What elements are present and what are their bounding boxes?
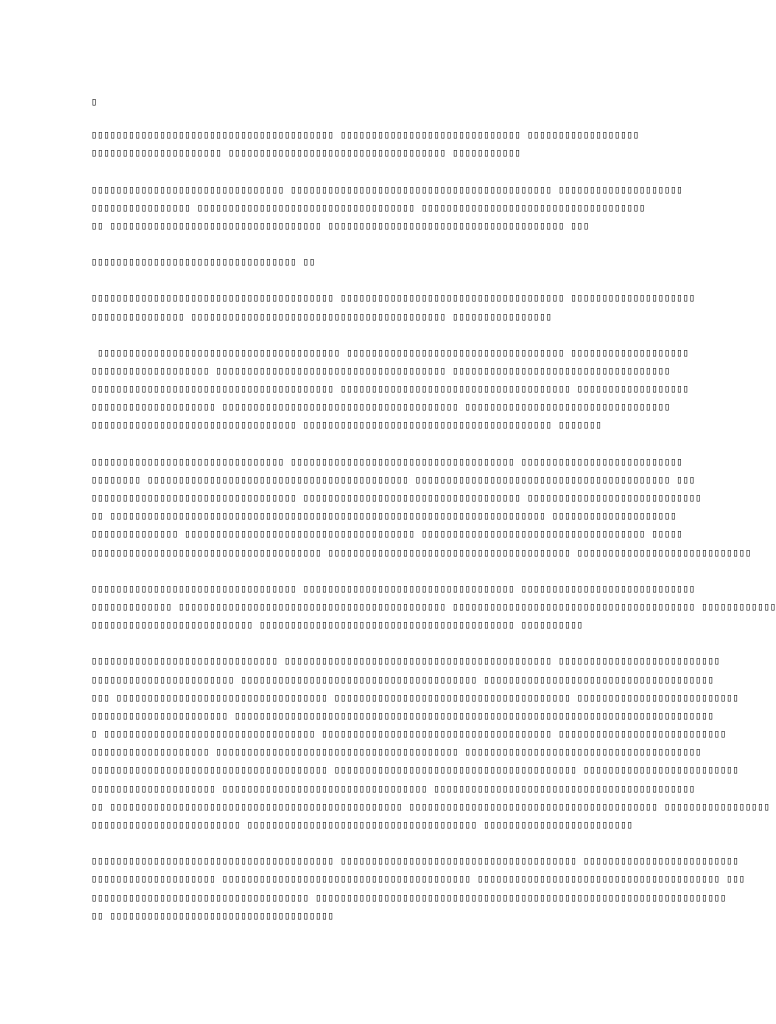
paragraph-line: ▯▯▯▯▯▯▯▯▯▯▯▯▯▯▯▯▯▯▯▯▯▯▯▯▯▯▯▯▯▯▯ ▯▯▯▯▯▯▯▯▯▯▯▯▯▯▯▯▯▯▯▯▯▯▯▯▯▯▯▯▯▯▯▯▯▯▯▯ ▯▯▯▯▯▯▯▯▯▯▯▯▯▯▯▯▯▯▯▯▯▯▯▯▯▯ xyxy=(91,455,683,468)
paragraph xyxy=(91,453,752,562)
paragraph-line: ▯▯▯▯▯▯▯▯▯▯▯▯▯▯▯▯▯▯▯▯▯▯▯▯▯▯▯▯▯▯▯▯▯ ▯▯▯▯▯▯▯▯▯▯▯▯▯▯▯▯▯▯▯▯▯▯▯▯▯▯▯▯▯▯▯▯▯▯▯ ▯▯▯▯▯▯▯▯▯▯▯▯▯▯▯▯▯▯▯▯▯▯▯▯▯▯▯▯ xyxy=(91,492,702,504)
paragraph-line: ▯▯▯▯▯▯▯▯▯▯▯▯▯▯▯▯▯▯▯▯▯▯▯▯▯▯▯▯▯▯▯ ▯▯▯▯▯▯▯▯▯▯▯▯▯▯▯▯▯▯▯▯▯▯▯▯▯▯▯▯▯▯▯▯▯▯▯▯▯▯▯▯▯▯ ▯▯▯▯▯▯▯▯▯▯▯▯▯▯▯▯▯▯▯▯ xyxy=(91,183,683,196)
paragraph-line: ▯▯▯▯▯▯▯▯▯▯▯▯▯▯▯▯▯▯▯▯▯▯▯▯▯▯▯▯▯▯▯▯▯▯▯▯▯▯▯ ▯▯▯▯▯▯▯▯▯▯▯▯▯▯▯▯▯▯▯▯▯▯▯▯▯▯▯▯▯▯▯▯▯▯▯ ▯▯▯▯▯▯▯▯▯▯▯▯▯▯▯▯▯▯▯ xyxy=(91,346,689,359)
paragraph-line: ▯▯▯▯▯▯▯▯▯▯▯▯▯▯▯▯▯▯▯▯▯▯▯▯▯▯▯▯▯▯▯▯▯▯▯▯▯▯▯ ▯▯▯▯▯▯▯▯▯▯▯▯▯▯▯▯▯▯▯▯▯▯▯▯▯▯▯▯▯ ▯▯▯▯▯▯▯▯▯▯▯▯▯▯▯▯▯▯ xyxy=(91,129,640,142)
paragraph-line: ▯▯▯▯▯▯▯▯▯▯▯▯▯▯▯▯▯▯▯▯▯▯▯▯▯▯▯▯▯▯▯▯▯▯▯▯▯▯▯ ▯▯▯▯▯▯▯▯▯▯▯▯▯▯▯▯▯▯▯▯▯▯▯▯▯▯▯▯▯▯▯▯▯▯▯▯▯▯ ▯▯▯▯▯▯▯▯▯▯▯▯▯▯▯▯▯▯▯▯▯▯▯▯▯ xyxy=(91,855,739,868)
paragraph-line: ▯▯▯▯▯▯▯▯▯▯▯▯▯▯▯▯▯▯▯▯▯▯▯▯▯▯▯▯▯▯▯▯▯▯▯ ▯▯▯▯▯▯▯▯▯▯▯▯▯▯▯▯▯▯▯▯▯▯▯▯▯▯▯▯▯▯▯▯▯▯▯▯▯▯▯▯▯▯▯▯▯▯▯▯▯▯▯▯▯▯▯▯▯▯▯▯▯▯▯▯▯▯ xyxy=(91,891,727,904)
paragraph-line: ▯▯▯▯▯▯▯▯▯▯▯▯▯▯▯▯ ▯▯▯▯▯▯▯▯▯▯▯▯▯▯▯▯▯▯▯▯▯▯▯▯▯▯▯▯▯▯▯▯▯▯▯ ▯▯▯▯▯▯▯▯▯▯▯▯▯▯▯▯▯▯▯▯▯▯▯▯▯▯▯▯▯▯▯▯▯▯▯▯ xyxy=(91,201,646,214)
paragraph xyxy=(91,289,696,325)
paragraph-line: ▯▯▯▯▯▯▯▯▯▯▯▯▯▯▯▯▯▯▯▯ ▯▯▯▯▯▯▯▯▯▯▯▯▯▯▯▯▯▯▯▯▯▯▯▯▯▯▯▯▯▯▯▯▯▯▯▯▯▯ ▯▯▯▯▯▯▯▯▯▯▯▯▯▯▯▯▯▯▯▯▯▯▯▯▯▯▯▯▯▯▯▯▯ xyxy=(91,401,671,414)
paragraph-line: ▯▯▯▯▯▯▯▯▯▯▯▯▯▯▯▯▯▯▯▯▯▯▯▯ ▯▯▯▯▯▯▯▯▯▯▯▯▯▯▯▯▯▯▯▯▯▯▯▯▯▯▯▯▯▯▯▯▯▯▯▯▯ ▯▯▯▯▯▯▯▯▯▯▯▯▯▯▯▯▯▯▯▯▯▯▯▯ xyxy=(91,819,633,831)
paragraph-line: ▯▯ ▯▯▯▯▯▯▯▯▯▯▯▯▯▯▯▯▯▯▯▯▯▯▯▯▯▯▯▯▯▯▯▯▯▯▯▯▯▯▯▯▯▯▯▯▯▯▯ ▯▯▯▯▯▯▯▯▯▯▯▯▯▯▯▯▯▯▯▯▯▯▯▯▯▯▯▯▯▯▯▯▯▯▯▯▯▯▯▯ ▯▯▯▯▯▯▯▯▯▯▯▯▯▯▯▯▯ xyxy=(91,800,770,813)
paragraph-line: ▯ ▯▯▯▯▯▯▯▯▯▯▯▯▯▯▯▯▯▯▯▯▯▯▯▯▯▯▯▯▯▯▯▯▯▯ ▯▯▯▯▯▯▯▯▯▯▯▯▯▯▯▯▯▯▯▯▯▯▯▯▯▯▯▯▯▯▯▯▯▯▯▯▯ ▯▯▯▯▯▯▯▯▯▯▯▯▯▯▯▯▯▯▯▯▯▯▯▯▯▯▯ xyxy=(91,728,727,741)
paragraph-line: ▯▯▯ ▯▯▯▯▯▯▯▯▯▯▯▯▯▯▯▯▯▯▯▯▯▯▯▯▯▯▯▯▯▯▯▯▯▯ ▯▯▯▯▯▯▯▯▯▯▯▯▯▯▯▯▯▯▯▯▯▯▯▯▯▯▯▯▯▯▯▯▯▯▯▯▯▯ ▯▯▯▯▯▯▯▯▯▯▯▯▯▯▯▯▯▯▯▯▯▯▯▯▯▯ xyxy=(91,691,739,704)
paragraph-line: ▯▯▯▯▯▯▯▯▯▯▯▯▯▯▯▯▯▯▯ ▯▯▯▯▯▯▯▯▯▯▯▯▯▯▯▯▯▯▯▯▯▯▯▯▯▯▯▯▯▯▯▯▯▯▯▯▯ ▯▯▯▯▯▯▯▯▯▯▯▯▯▯▯▯▯▯▯▯▯▯▯▯▯▯▯▯▯▯▯▯▯▯▯ xyxy=(91,364,671,377)
paragraph-line: ▯▯▯▯▯▯▯▯▯▯▯▯▯ ▯▯▯▯▯▯▯▯▯▯▯▯▯▯▯▯▯▯▯▯▯▯▯▯▯▯▯▯▯▯▯▯▯▯▯▯▯▯▯▯▯▯▯ ▯▯▯▯▯▯▯▯▯▯▯▯▯▯▯▯▯▯▯▯▯▯▯▯▯▯▯▯▯▯▯▯▯▯▯▯▯▯▯ ▯▯▯▯▯▯▯▯▯▯▯▯ xyxy=(91,600,776,613)
document-body xyxy=(91,93,776,943)
paragraph-line: ▯▯▯▯▯▯▯▯▯▯▯▯▯▯▯▯▯▯▯▯▯▯▯▯▯▯▯▯▯▯▯▯▯ ▯▯▯▯▯▯▯▯▯▯▯▯▯▯▯▯▯▯▯▯▯▯▯▯▯▯▯▯▯▯▯▯▯▯▯▯▯▯▯▯ ▯▯▯▯▯▯▯ xyxy=(91,419,602,432)
paragraph xyxy=(91,852,745,925)
paragraph xyxy=(91,580,776,635)
paragraph-line: ▯▯▯▯▯▯▯▯▯▯▯▯▯▯▯▯▯▯▯ ▯▯▯▯▯▯▯▯▯▯▯▯▯▯▯▯▯▯▯▯▯▯▯▯▯▯▯▯▯▯▯▯▯▯▯▯▯▯▯ ▯▯▯▯▯▯▯▯▯▯▯▯▯▯▯▯▯▯▯▯▯▯▯▯▯▯▯▯▯▯▯▯▯▯▯▯▯▯ xyxy=(91,746,702,759)
paragraph xyxy=(91,344,689,435)
paragraph-line: ▯▯▯▯▯▯▯▯▯▯▯▯▯▯▯ ▯▯▯▯▯▯▯▯▯▯▯▯▯▯▯▯▯▯▯▯▯▯▯▯▯▯▯▯▯▯▯▯▯▯▯▯▯▯▯▯▯ ▯▯▯▯▯▯▯▯▯▯▯▯▯▯▯▯ xyxy=(91,310,552,323)
paragraph-line: ▯▯▯▯▯▯▯▯▯▯▯▯▯▯ ▯▯▯▯▯▯▯▯▯▯▯▯▯▯▯▯▯▯▯▯▯▯▯▯▯▯▯▯▯▯▯▯▯▯▯▯▯ ▯▯▯▯▯▯▯▯▯▯▯▯▯▯▯▯▯▯▯▯▯▯▯▯▯▯▯▯▯▯▯▯▯▯▯▯ ▯▯▯▯▯ xyxy=(91,528,683,541)
paragraph xyxy=(91,181,681,236)
paragraph-line: ▯▯▯▯▯▯▯▯▯▯▯▯▯▯▯▯▯▯▯▯ ▯▯▯▯▯▯▯▯▯▯▯▯▯▯▯▯▯▯▯▯▯▯▯▯▯▯▯▯▯▯▯▯▯ ▯▯▯▯▯▯▯▯▯▯▯▯▯▯▯▯▯▯▯▯▯▯▯▯▯▯▯▯▯▯▯▯▯▯▯▯▯▯▯▯▯▯ xyxy=(91,782,696,795)
paragraph-line: ▯▯▯▯▯▯▯▯▯▯▯▯▯▯▯▯▯▯▯▯▯ ▯▯▯▯▯▯▯▯▯▯▯▯▯▯▯▯▯▯▯▯▯▯▯▯▯▯▯▯▯▯▯▯▯▯▯ ▯▯▯▯▯▯▯▯▯▯▯ xyxy=(91,147,521,160)
paragraph-line: ▯ xyxy=(91,96,98,108)
paragraph-line: ▯▯▯▯▯▯▯▯▯▯▯▯▯▯▯▯▯▯▯▯▯▯▯ ▯▯▯▯▯▯▯▯▯▯▯▯▯▯▯▯▯▯▯▯▯▯▯▯▯▯▯▯▯▯▯▯▯▯▯▯▯▯ ▯▯▯▯▯▯▯▯▯▯▯▯▯▯▯▯▯▯▯▯▯▯▯▯▯▯▯▯▯▯▯▯▯▯▯▯▯ xyxy=(91,673,714,686)
paragraph-line: ▯▯▯▯▯▯▯▯▯▯▯▯▯▯▯▯▯▯▯▯▯▯▯▯▯▯▯▯▯▯▯▯▯▯▯▯▯▯▯ ▯▯▯▯▯▯▯▯▯▯▯▯▯▯▯▯▯▯▯▯▯▯▯▯▯▯▯▯▯▯▯▯▯▯▯▯ ▯▯▯▯▯▯▯▯▯▯▯▯▯▯▯▯▯▯▯▯ xyxy=(91,292,696,305)
paragraph-line: ▯▯▯▯▯▯▯▯▯▯▯▯▯▯▯▯▯▯▯▯▯▯▯▯▯▯▯▯▯▯▯▯▯▯▯▯▯ ▯▯▯▯▯▯▯▯▯▯▯▯▯▯▯▯▯▯▯▯▯▯▯▯▯▯▯▯▯▯▯▯▯▯▯▯▯▯▯ ▯▯▯▯▯▯▯▯▯▯▯▯▯▯▯▯▯▯▯▯▯▯▯▯▯▯▯▯ xyxy=(91,546,752,559)
paragraph xyxy=(91,126,681,162)
paragraph-line: ▯▯▯▯▯▯▯▯▯▯▯▯▯▯▯▯▯▯▯▯▯▯ ▯▯▯▯▯▯▯▯▯▯▯▯▯▯▯▯▯▯▯▯▯▯▯▯▯▯▯▯▯▯▯▯▯▯▯▯▯▯▯▯▯▯▯▯▯▯▯▯▯▯▯▯▯▯▯▯▯▯▯▯▯▯▯▯▯▯▯▯▯▯▯▯▯▯▯▯▯ xyxy=(91,709,714,722)
paragraph-line: ▯▯▯▯▯▯▯▯ ▯▯▯▯▯▯▯▯▯▯▯▯▯▯▯▯▯▯▯▯▯▯▯▯▯▯▯▯▯▯▯▯▯▯▯▯▯▯▯▯▯▯ ▯▯▯▯▯▯▯▯▯▯▯▯▯▯▯▯▯▯▯▯▯▯▯▯▯▯▯▯▯▯▯▯▯▯▯▯▯▯▯▯▯ ▯▯▯ xyxy=(91,473,696,486)
paragraph-line: ▯▯▯▯▯▯▯▯▯▯▯▯▯▯▯▯▯▯▯▯▯▯▯▯▯▯▯▯▯▯▯▯▯▯▯▯▯▯▯ ▯▯▯▯▯▯▯▯▯▯▯▯▯▯▯▯▯▯▯▯▯▯▯▯▯▯▯▯▯▯▯▯▯▯▯▯▯ ▯▯▯▯▯▯▯▯▯▯▯▯▯▯▯▯▯▯ xyxy=(91,383,689,396)
paragraph xyxy=(91,652,770,834)
paragraph-line: ▯▯▯▯▯▯▯▯▯▯▯▯▯▯▯▯▯▯▯▯▯▯▯▯▯▯▯▯▯▯ ▯▯▯▯▯▯▯▯▯▯▯▯▯▯▯▯▯▯▯▯▯▯▯▯▯▯▯▯▯▯▯▯▯▯▯▯▯▯▯▯▯▯▯ ▯▯▯▯▯▯▯▯▯▯▯▯▯▯▯▯▯▯▯▯▯▯▯▯▯▯ xyxy=(91,655,721,668)
paragraph-line: ▯▯▯▯▯▯▯▯▯▯▯▯▯▯▯▯▯▯▯▯▯▯▯▯▯▯ ▯▯▯▯▯▯▯▯▯▯▯▯▯▯▯▯▯▯▯▯▯▯▯▯▯▯▯▯▯▯▯▯▯▯▯▯▯▯▯▯▯ ▯▯▯▯▯▯▯▯▯▯ xyxy=(91,619,584,632)
paragraph xyxy=(91,93,681,111)
paragraph-line: ▯▯▯▯▯▯▯▯▯▯▯▯▯▯▯▯▯▯▯▯▯▯▯▯▯▯▯▯▯▯▯▯▯▯▯▯▯▯ ▯▯▯▯▯▯▯▯▯▯▯▯▯▯▯▯▯▯▯▯▯▯▯▯▯▯▯▯▯▯▯▯▯▯▯▯▯▯▯ ▯▯▯▯▯▯▯▯▯▯▯▯▯▯▯▯▯▯▯▯▯▯▯▯▯ xyxy=(91,764,739,777)
paragraph-line: ▯▯▯▯▯▯▯▯▯▯▯▯▯▯▯▯▯▯▯▯▯▯▯▯▯▯▯▯▯▯▯▯▯ ▯▯ xyxy=(91,256,316,269)
paragraph-line: ▯▯ ▯▯▯▯▯▯▯▯▯▯▯▯▯▯▯▯▯▯▯▯▯▯▯▯▯▯▯▯▯▯▯▯▯▯ ▯▯▯▯▯▯▯▯▯▯▯▯▯▯▯▯▯▯▯▯▯▯▯▯▯▯▯▯▯▯▯▯▯▯▯▯▯▯ ▯▯▯ xyxy=(91,219,590,232)
paragraph-line: ▯▯▯▯▯▯▯▯▯▯▯▯▯▯▯▯▯▯▯▯▯▯▯▯▯▯▯▯▯▯▯▯▯ ▯▯▯▯▯▯▯▯▯▯▯▯▯▯▯▯▯▯▯▯▯▯▯▯▯▯▯▯▯▯▯▯▯▯ ▯▯▯▯▯▯▯▯▯▯▯▯▯▯▯▯▯▯▯▯▯▯▯▯▯▯▯▯ xyxy=(91,582,696,595)
paragraph-line: ▯▯ ▯▯▯▯▯▯▯▯▯▯▯▯▯▯▯▯▯▯▯▯▯▯▯▯▯▯▯▯▯▯▯▯▯▯▯▯ xyxy=(91,909,334,922)
paragraph xyxy=(91,253,681,271)
paragraph-line: ▯▯▯▯▯▯▯▯▯▯▯▯▯▯▯▯▯▯▯▯ ▯▯▯▯▯▯▯▯▯▯▯▯▯▯▯▯▯▯▯▯▯▯▯▯▯▯▯▯▯▯▯▯▯▯▯▯▯▯▯▯ ▯▯▯▯▯▯▯▯▯▯▯▯▯▯▯▯▯▯▯▯▯▯▯▯▯▯▯▯▯▯▯▯▯▯▯▯▯▯▯ ▯▯▯ xyxy=(91,873,745,886)
paragraph-line: ▯▯ ▯▯▯▯▯▯▯▯▯▯▯▯▯▯▯▯▯▯▯▯▯▯▯▯▯▯▯▯▯▯▯▯▯▯▯▯▯▯▯▯▯▯▯▯▯▯▯▯▯▯▯▯▯▯▯▯▯▯▯▯▯▯▯▯▯▯▯▯▯▯ ▯▯▯▯▯▯▯▯▯▯▯▯▯▯▯▯▯▯▯▯ xyxy=(91,510,677,523)
